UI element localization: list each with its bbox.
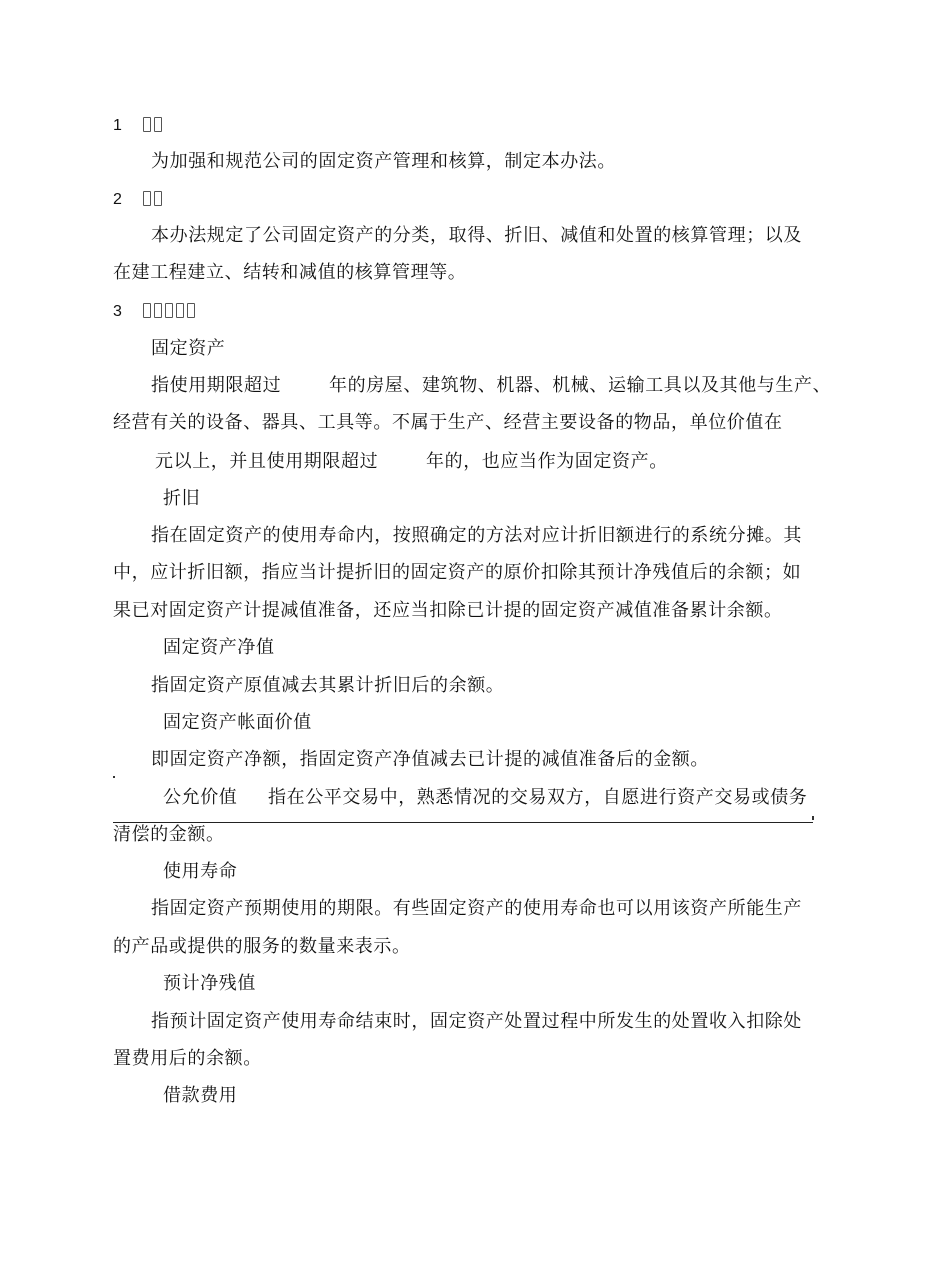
useful-life-def-line-2: 的产品或提供的服务的数量来表示。 <box>113 936 411 957</box>
useful-life-def-line-1: 指固定资产预期使用的期限。有些固定资产的使用寿命也可以用该资产所能生产 <box>151 898 802 919</box>
depreciation-def-line-1: 指在固定资产的使用寿命内，按照确定的方法对应计折旧额进行的系统分摊。其 <box>151 525 802 546</box>
missing-glyph-icon <box>143 117 151 132</box>
net-value-def: 指固定资产原值减去其累计折旧后的余额。 <box>151 675 505 696</box>
book-value-def: 即固定资产净额，指固定资产净值减去已计提的减值准备后的金额。 <box>151 749 709 770</box>
section-1-number: 1 <box>113 117 123 134</box>
term-residual-value: 预计净残值 <box>163 973 256 994</box>
missing-glyph-icon <box>154 303 162 318</box>
fixed-asset-def-line-3b: 年的，也应当作为固定资产。 <box>426 451 668 472</box>
section-3-number: 3 <box>113 303 123 320</box>
fixed-asset-def-line-3a: 元以上，并且使用期限超过 <box>155 451 379 472</box>
section-1-heading <box>113 114 165 137</box>
missing-glyph-icon <box>154 191 162 206</box>
term-book-value: 固定资产帐面价值 <box>163 712 312 733</box>
fixed-asset-def-line-2: 经营有关的设备、器具、工具等。不属于生产、经营主要设备的物品，单位价值在 <box>113 412 783 433</box>
term-depreciation: 折旧 <box>163 488 201 509</box>
scope-text-line-1: 本办法规定了公司固定资产的分类，取得、折旧、减值和处置的核算管理；以及 <box>151 225 802 246</box>
purpose-text: 为加强和规范公司的固定资产管理和核算，制定本办法。 <box>151 151 616 172</box>
missing-glyph-icon <box>154 117 162 132</box>
term-borrowing-costs: 借款费用 <box>163 1085 238 1106</box>
section-2-heading <box>113 188 165 211</box>
term-fair-value: 公允价值 <box>163 787 238 808</box>
missing-glyph-icon <box>165 303 173 318</box>
term-net-value: 固定资产净值 <box>163 637 275 658</box>
fixed-asset-def-line-1b: 年的房屋、建筑物、机器、机械、运输工具以及其他与生产、 <box>329 375 832 396</box>
section-3-heading <box>113 300 198 323</box>
missing-glyph-icon <box>187 303 195 318</box>
section-2-number: 2 <box>113 191 123 208</box>
term-fixed-asset: 固定资产 <box>151 338 226 359</box>
scope-text-line-2: 在建工程建立、结转和减值的核算管理等。 <box>113 262 467 283</box>
fixed-asset-def-line-1a: 指使用期限超过 <box>151 375 282 396</box>
rule-end-mark <box>812 816 814 820</box>
residual-value-def-line-2: 置费用后的余额。 <box>113 1048 262 1069</box>
residual-value-def-line-1: 指预计固定资产使用寿命结束时，固定资产处置过程中所发生的处置收入扣除处 <box>151 1011 802 1032</box>
term-useful-life: 使用寿命 <box>163 861 238 882</box>
depreciation-def-line-3: 果已对固定资产计提减值准备，还应当扣除已计提的固定资产减值准备累计余额。 <box>113 600 783 621</box>
missing-glyph-icon <box>143 303 151 318</box>
missing-glyph-icon <box>143 191 151 206</box>
horizontal-rule <box>113 822 813 823</box>
fair-value-def-line-2: 清偿的金额。 <box>113 824 225 845</box>
fair-value-def-line-1: 指在公平交易中，熟悉情况的交易双方，自愿进行资产交易或债务 <box>268 787 808 808</box>
stray-mark <box>113 776 115 778</box>
missing-glyph-icon <box>176 303 184 318</box>
depreciation-def-line-2: 中，应计折旧额，指应当计提折旧的固定资产的原价扣除其预计净残值后的余额；如 <box>113 562 802 583</box>
